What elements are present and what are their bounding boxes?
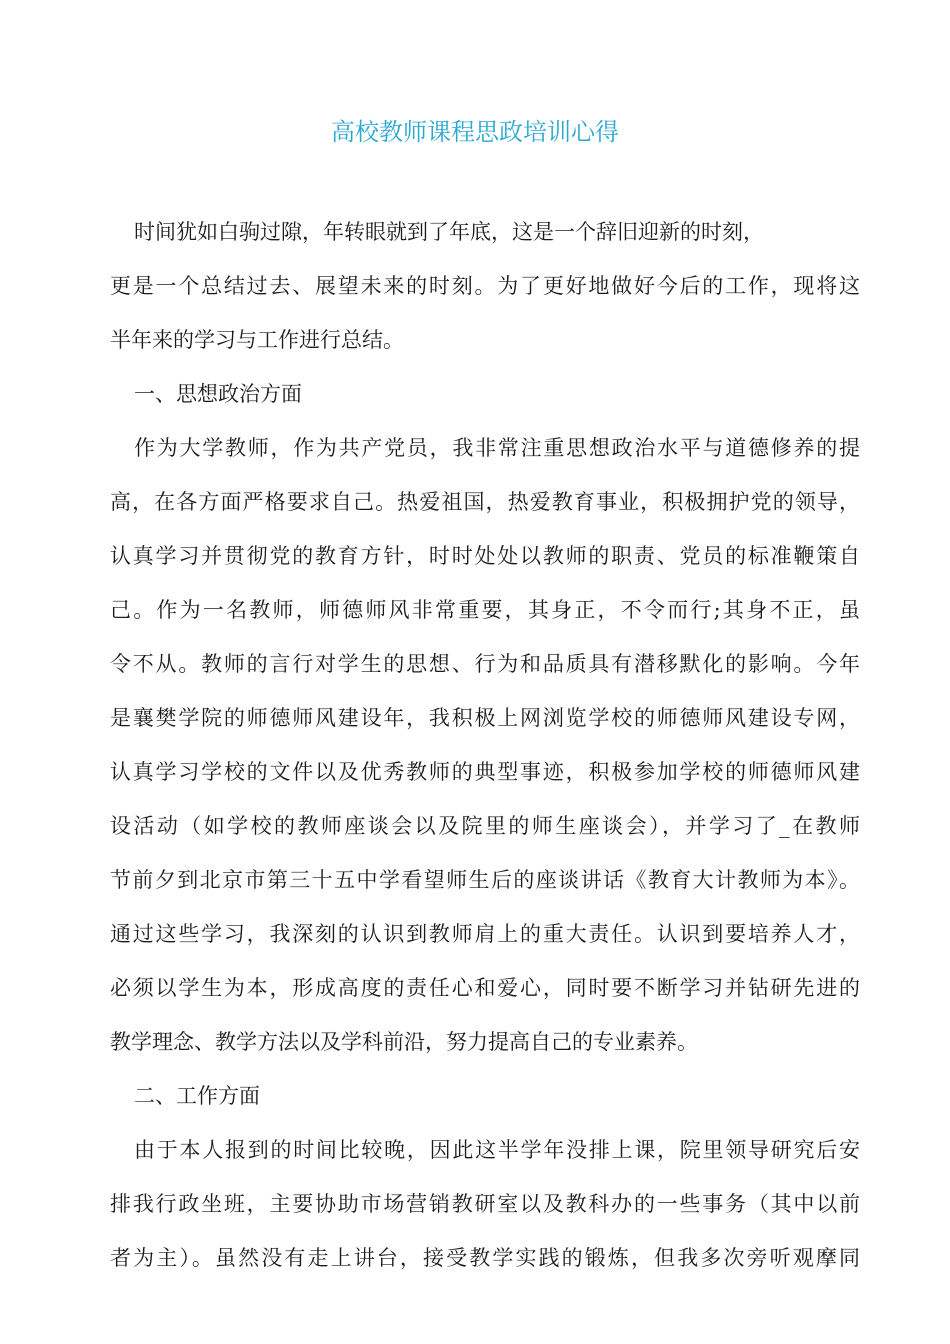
- document-title: 高校教师课程思政培训心得: [331, 118, 619, 146]
- section-heading-work: 二、工作方面: [134, 1084, 260, 1108]
- section-heading-thought-politics: 一、思想政治方面: [134, 382, 302, 406]
- paragraph-line: 高，在各方面严格要求自己。热爱祖国，热爱教育事业，积极拥护党的领导，: [110, 490, 860, 514]
- paragraph-line: 排我行政坐班，主要协助市场营销教研室以及教科办的一些事务（其中以前: [110, 1192, 860, 1216]
- document-body: [110, 205, 860, 1285]
- paragraph-line: 通过这些学习，我深刻的认识到教师肩上的重大责任。认识到要培养人才，: [110, 922, 860, 946]
- paragraph-line: 设活动（如学校的教师座谈会以及院里的师生座谈会），并学习了_在教师: [110, 814, 860, 838]
- paragraph-line: 由于本人报到的时间比较晚，因此这半学年没排上课，院里领导研究后安: [134, 1138, 860, 1162]
- paragraph-line: 作为大学教师，作为共产党员，我非常注重思想政治水平与道德修养的提: [134, 436, 860, 460]
- paragraph-line: 令不从。教师的言行对学生的思想、行为和品质具有潜移默化的影响。今年: [110, 652, 860, 676]
- paragraph-line: 是襄樊学院的师德师风建设年，我积极上网浏览学校的师德师风建设专网，: [110, 706, 860, 730]
- paragraph-line: 必须以学生为本，形成高度的责任心和爱心，同时要不断学习并钻研先进的: [110, 976, 860, 1000]
- paragraph-line: 时间犹如白驹过隙，年转眼就到了年底，这是一个辞旧迎新的时刻，: [134, 220, 764, 244]
- paragraph-line: 半年来的学习与工作进行总结。: [110, 328, 404, 352]
- paragraph-line: 更是一个总结过去、展望未来的时刻。为了更好地做好今后的工作，现将这: [110, 274, 860, 298]
- paragraph-line: 己。作为一名教师，师德师风非常重要，其身正，不令而行;其身不正，虽: [110, 598, 860, 622]
- paragraph-line: 认真学习学校的文件以及优秀教师的典型事迹，积极参加学校的师德师风建: [110, 760, 860, 784]
- paragraph-line: 者为主）。虽然没有走上讲台，接受教学实践的锻炼，但我多次旁听观摩同: [110, 1246, 860, 1270]
- paragraph-line: 教学理念、教学方法以及学科前沿，努力提高自己的专业素养。: [110, 1030, 698, 1054]
- paragraph-line: 认真学习并贯彻党的教育方针，时时处处以教师的职责、党员的标准鞭策自: [110, 544, 860, 568]
- paragraph-line: 节前夕到北京市第三十五中学看望师生后的座谈讲话《教育大计教师为本》。: [110, 868, 860, 892]
